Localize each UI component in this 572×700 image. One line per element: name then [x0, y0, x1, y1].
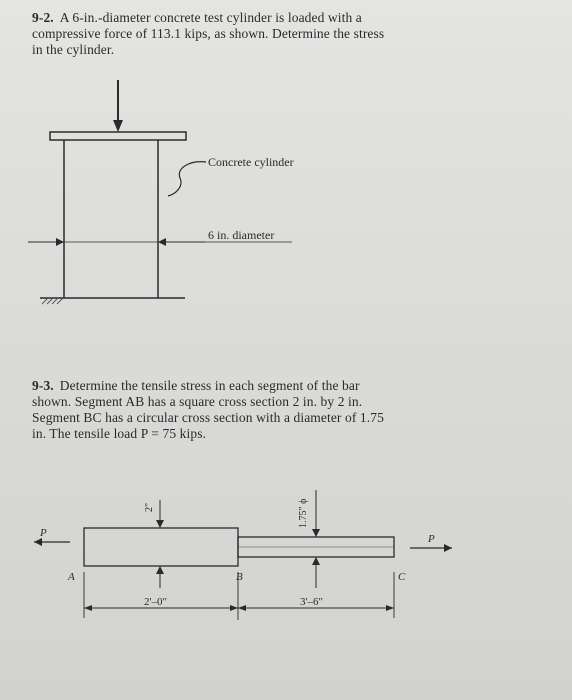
load-label-right: P: [428, 533, 435, 545]
problem-9-3-number: 9-3.: [32, 378, 54, 393]
load-label-left: P: [40, 527, 47, 539]
problem-9-3-line-4: in. The tensile load P = 75 kips.: [32, 426, 207, 441]
arrowhead-icon: [230, 605, 238, 611]
diameter-label: 6 in. diameter: [208, 228, 275, 242]
problem-9-2-line-1: 9-2. A 6-in.-diameter concrete test cylinder is loaded with a: [32, 10, 362, 25]
arrowhead-icon: [156, 520, 164, 528]
arrowhead-icon: [156, 566, 164, 574]
problem-9-2-line-3: in the cylinder.: [32, 42, 115, 57]
ab-height-label: 2": [144, 502, 155, 512]
dimension-ab-label: 2'–0": [144, 596, 167, 608]
arrowhead-icon: [312, 529, 320, 537]
segment-ab: [84, 528, 238, 566]
bc-diameter-label: 1.75" ϕ: [298, 498, 309, 528]
problem-9-3-line-2: shown. Segment AB has a square cross section 2 in. by 2 in.: [32, 394, 363, 409]
arrowhead-icon: [386, 605, 394, 611]
problem-9-3-line-1: 9-3. Determine the tensile stress in each segment of the bar: [32, 378, 360, 393]
problem-9-2-line-2: compressive force of 113.1 kips, as shown. Determine the stress: [32, 26, 385, 41]
point-b-label: B: [236, 571, 243, 583]
point-a-label: A: [68, 571, 75, 583]
problem-9-3-line-3: Segment BC has a circular cross section with a diameter of 1.75: [32, 410, 384, 425]
arrowhead-icon: [444, 544, 452, 552]
problem-9-2-number: 9-2.: [32, 10, 54, 25]
arrowhead-icon: [84, 605, 92, 611]
dimension-bc-label: 3'–6": [300, 596, 323, 608]
cylinder-label: Concrete cylinder: [208, 155, 294, 169]
arrowhead-icon: [34, 538, 42, 546]
arrowhead-icon: [312, 557, 320, 565]
arrowhead-icon: [238, 605, 246, 611]
point-c-label: C: [398, 571, 406, 583]
